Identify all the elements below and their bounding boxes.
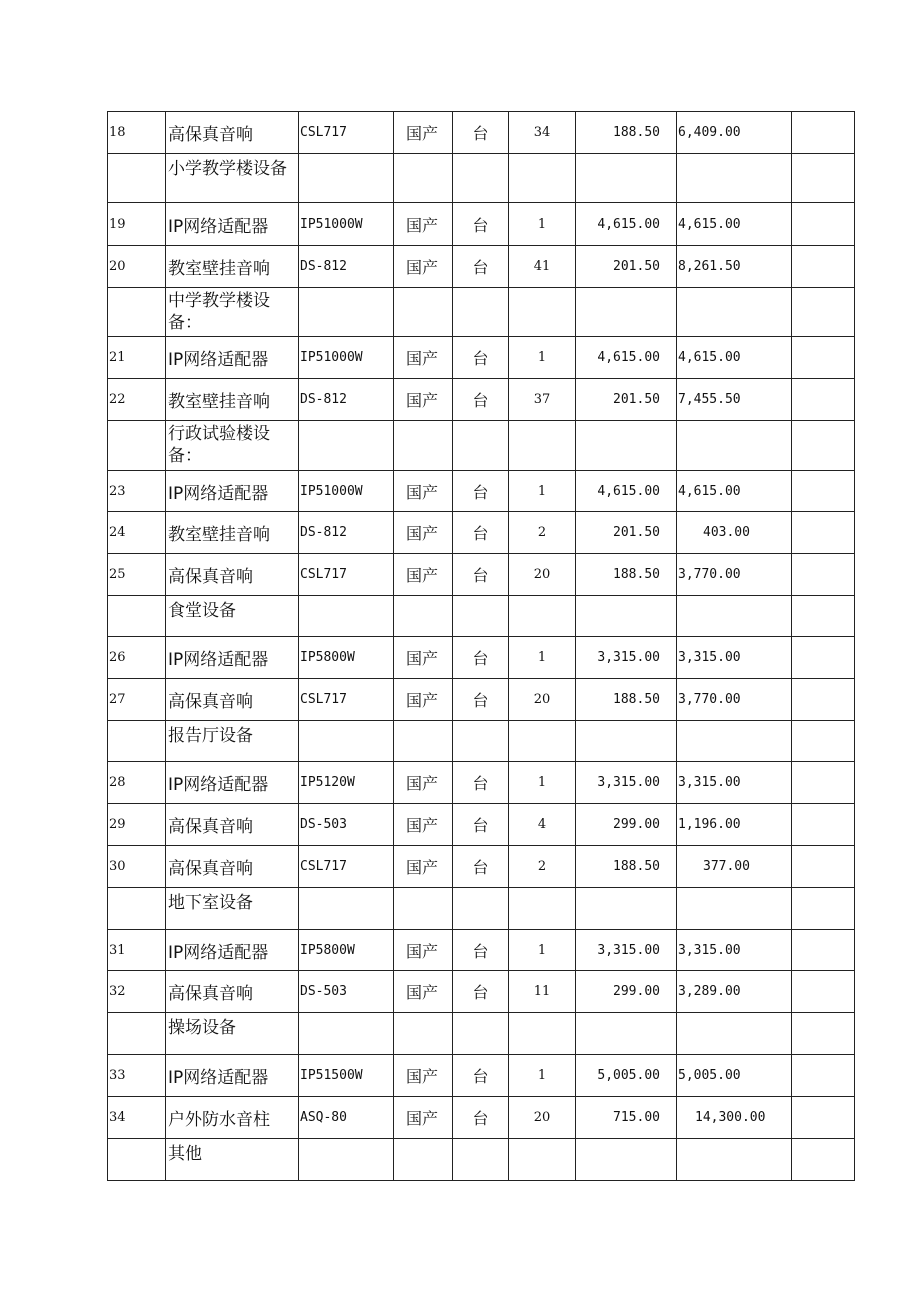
item-origin: 国产 (394, 762, 453, 804)
item-unit: 台 (453, 679, 509, 721)
item-origin: 国产 (394, 846, 453, 888)
row-number (108, 721, 166, 762)
item-remark (792, 337, 855, 379)
row-number: 23 (108, 471, 166, 512)
empty-cell (509, 888, 576, 930)
item-remark (792, 246, 855, 288)
item-name: 高保真音响 (166, 846, 299, 888)
item-unit-price: 201.50 (576, 512, 677, 554)
row-number: 28 (108, 762, 166, 804)
item-name: 教室壁挂音响 (166, 512, 299, 554)
item-quantity: 2 (509, 512, 576, 554)
table-row (108, 846, 855, 888)
empty-cell (299, 888, 394, 930)
row-number (108, 1013, 166, 1055)
item-total: 14,300.00 (677, 1097, 792, 1139)
item-unit: 台 (453, 337, 509, 379)
section-title: 行政试验楼设备： (166, 421, 299, 471)
item-unit: 台 (453, 971, 509, 1013)
empty-cell (509, 1139, 576, 1181)
item-model: DS-812 (299, 379, 394, 421)
row-number (108, 596, 166, 637)
item-total: 6,409.00 (677, 112, 792, 154)
item-name: 高保真音响 (166, 679, 299, 721)
item-name: IP网络适配器 (166, 203, 299, 246)
item-model: IP51000W (299, 337, 394, 379)
item-origin: 国产 (394, 471, 453, 512)
row-number: 31 (108, 930, 166, 971)
empty-cell (453, 288, 509, 337)
item-model: IP51000W (299, 203, 394, 246)
table-row (108, 804, 855, 846)
item-unit-price: 188.50 (576, 679, 677, 721)
section-title: 其他 (166, 1139, 299, 1181)
table-row (108, 112, 855, 154)
row-number: 26 (108, 637, 166, 679)
item-remark (792, 846, 855, 888)
empty-cell (453, 154, 509, 203)
empty-cell (394, 888, 453, 930)
empty-cell (792, 596, 855, 637)
section-title: 小学教学楼设备 (166, 154, 299, 203)
table-row (108, 637, 855, 679)
item-remark (792, 112, 855, 154)
row-number (108, 288, 166, 337)
item-model: ASQ-80 (299, 1097, 394, 1139)
section-header-row (108, 1139, 855, 1181)
item-unit: 台 (453, 471, 509, 512)
empty-cell (792, 888, 855, 930)
item-quantity: 1 (509, 930, 576, 971)
empty-cell (576, 596, 677, 637)
item-name: IP网络适配器 (166, 1055, 299, 1097)
item-total: 3,315.00 (677, 930, 792, 971)
row-number: 33 (108, 1055, 166, 1097)
item-remark (792, 1055, 855, 1097)
empty-cell (576, 1139, 677, 1181)
item-remark (792, 554, 855, 596)
row-number (108, 1139, 166, 1181)
row-number: 18 (108, 112, 166, 154)
empty-cell (509, 596, 576, 637)
item-unit-price: 3,315.00 (576, 930, 677, 971)
item-model: CSL717 (299, 846, 394, 888)
empty-cell (394, 1139, 453, 1181)
item-remark (792, 203, 855, 246)
section-header-row (108, 288, 855, 337)
item-remark (792, 637, 855, 679)
empty-cell (677, 888, 792, 930)
item-total: 3,770.00 (677, 554, 792, 596)
item-total: 3,315.00 (677, 762, 792, 804)
item-origin: 国产 (394, 804, 453, 846)
item-unit: 台 (453, 846, 509, 888)
item-origin: 国产 (394, 679, 453, 721)
table-body (108, 112, 855, 1181)
item-unit-price: 299.00 (576, 971, 677, 1013)
item-unit-price: 715.00 (576, 1097, 677, 1139)
item-quantity: 34 (509, 112, 576, 154)
section-header-row (108, 421, 855, 471)
item-unit-price: 299.00 (576, 804, 677, 846)
row-number: 24 (108, 512, 166, 554)
empty-cell (792, 1013, 855, 1055)
table-row (108, 1097, 855, 1139)
item-quantity: 20 (509, 679, 576, 721)
item-quantity: 1 (509, 762, 576, 804)
item-quantity: 1 (509, 637, 576, 679)
item-name: IP网络适配器 (166, 762, 299, 804)
empty-cell (299, 421, 394, 471)
section-header-row (108, 154, 855, 203)
empty-cell (792, 1139, 855, 1181)
empty-cell (509, 721, 576, 762)
item-unit: 台 (453, 930, 509, 971)
item-model: IP5120W (299, 762, 394, 804)
item-quantity: 20 (509, 1097, 576, 1139)
section-title: 地下室设备 (166, 888, 299, 930)
item-unit: 台 (453, 554, 509, 596)
item-total: 7,455.50 (677, 379, 792, 421)
item-unit-price: 188.50 (576, 554, 677, 596)
table-row (108, 379, 855, 421)
item-total: 1,196.00 (677, 804, 792, 846)
table-row (108, 679, 855, 721)
empty-cell (576, 721, 677, 762)
item-unit: 台 (453, 637, 509, 679)
item-total: 5,005.00 (677, 1055, 792, 1097)
item-origin: 国产 (394, 512, 453, 554)
item-unit: 台 (453, 112, 509, 154)
empty-cell (576, 421, 677, 471)
empty-cell (299, 1013, 394, 1055)
row-number: 25 (108, 554, 166, 596)
equipment-table (107, 111, 855, 1181)
item-quantity: 1 (509, 337, 576, 379)
item-unit-price: 3,315.00 (576, 637, 677, 679)
item-origin: 国产 (394, 203, 453, 246)
item-total: 403.00 (677, 512, 792, 554)
item-total: 3,315.00 (677, 637, 792, 679)
item-remark (792, 930, 855, 971)
item-quantity: 1 (509, 203, 576, 246)
row-number (108, 421, 166, 471)
item-unit-price: 5,005.00 (576, 1055, 677, 1097)
empty-cell (792, 421, 855, 471)
empty-cell (299, 721, 394, 762)
item-unit-price: 4,615.00 (576, 337, 677, 379)
empty-cell (453, 1013, 509, 1055)
item-name: IP网络适配器 (166, 637, 299, 679)
item-total: 3,770.00 (677, 679, 792, 721)
item-origin: 国产 (394, 246, 453, 288)
empty-cell (677, 288, 792, 337)
item-model: DS-503 (299, 971, 394, 1013)
item-quantity: 11 (509, 971, 576, 1013)
item-model: IP5800W (299, 637, 394, 679)
row-number: 19 (108, 203, 166, 246)
item-origin: 国产 (394, 337, 453, 379)
item-quantity: 1 (509, 1055, 576, 1097)
item-remark (792, 679, 855, 721)
empty-cell (576, 1013, 677, 1055)
empty-cell (394, 596, 453, 637)
section-title: 报告厅设备 (166, 721, 299, 762)
item-name: IP网络适配器 (166, 930, 299, 971)
table-row (108, 1055, 855, 1097)
empty-cell (792, 288, 855, 337)
section-header-row (108, 596, 855, 637)
row-number: 30 (108, 846, 166, 888)
row-number: 32 (108, 971, 166, 1013)
section-header-row (108, 721, 855, 762)
item-unit-price: 201.50 (576, 379, 677, 421)
table-row (108, 930, 855, 971)
empty-cell (677, 1013, 792, 1055)
item-name: 高保真音响 (166, 971, 299, 1013)
item-total: 3,289.00 (677, 971, 792, 1013)
item-quantity: 1 (509, 471, 576, 512)
empty-cell (453, 721, 509, 762)
item-unit: 台 (453, 804, 509, 846)
empty-cell (394, 421, 453, 471)
item-total: 4,615.00 (677, 203, 792, 246)
item-total: 4,615.00 (677, 337, 792, 379)
empty-cell (509, 154, 576, 203)
item-unit: 台 (453, 762, 509, 804)
row-number: 29 (108, 804, 166, 846)
empty-cell (677, 421, 792, 471)
item-origin: 国产 (394, 637, 453, 679)
item-unit: 台 (453, 379, 509, 421)
item-remark (792, 471, 855, 512)
row-number: 34 (108, 1097, 166, 1139)
item-origin: 国产 (394, 112, 453, 154)
item-name: 高保真音响 (166, 554, 299, 596)
empty-cell (394, 721, 453, 762)
row-number: 21 (108, 337, 166, 379)
item-model: DS-812 (299, 246, 394, 288)
table-row (108, 337, 855, 379)
item-name: 户外防水音柱 (166, 1097, 299, 1139)
item-origin: 国产 (394, 930, 453, 971)
item-model: DS-812 (299, 512, 394, 554)
item-total: 8,261.50 (677, 246, 792, 288)
item-origin: 国产 (394, 971, 453, 1013)
item-origin: 国产 (394, 554, 453, 596)
item-unit: 台 (453, 512, 509, 554)
empty-cell (394, 154, 453, 203)
item-total: 4,615.00 (677, 471, 792, 512)
empty-cell (792, 154, 855, 203)
row-number (108, 888, 166, 930)
item-origin: 国产 (394, 1097, 453, 1139)
item-unit-price: 188.50 (576, 846, 677, 888)
row-number (108, 154, 166, 203)
item-unit-price: 3,315.00 (576, 762, 677, 804)
item-unit-price: 188.50 (576, 112, 677, 154)
item-model: CSL717 (299, 112, 394, 154)
item-model: CSL717 (299, 679, 394, 721)
empty-cell (299, 1139, 394, 1181)
empty-cell (677, 1139, 792, 1181)
item-model: IP51000W (299, 471, 394, 512)
empty-cell (453, 1139, 509, 1181)
item-remark (792, 762, 855, 804)
section-header-row (108, 1013, 855, 1055)
empty-cell (509, 1013, 576, 1055)
item-unit-price: 201.50 (576, 246, 677, 288)
item-name: 教室壁挂音响 (166, 246, 299, 288)
item-name: 教室壁挂音响 (166, 379, 299, 421)
table-row (108, 762, 855, 804)
table-row (108, 471, 855, 512)
table-row (108, 554, 855, 596)
row-number: 22 (108, 379, 166, 421)
item-remark (792, 971, 855, 1013)
item-origin: 国产 (394, 379, 453, 421)
empty-cell (576, 888, 677, 930)
section-title: 操场设备 (166, 1013, 299, 1055)
item-model: DS-503 (299, 804, 394, 846)
empty-cell (677, 596, 792, 637)
empty-cell (792, 721, 855, 762)
section-title: 食堂设备 (166, 596, 299, 637)
section-header-row (108, 888, 855, 930)
item-quantity: 37 (509, 379, 576, 421)
table-row (108, 203, 855, 246)
empty-cell (576, 288, 677, 337)
item-origin: 国产 (394, 1055, 453, 1097)
empty-cell (677, 721, 792, 762)
empty-cell (299, 596, 394, 637)
item-model: IP51500W (299, 1055, 394, 1097)
item-name: 高保真音响 (166, 112, 299, 154)
item-name: IP网络适配器 (166, 471, 299, 512)
table-row (108, 246, 855, 288)
section-title: 中学教学楼设备： (166, 288, 299, 337)
empty-cell (394, 288, 453, 337)
row-number: 20 (108, 246, 166, 288)
empty-cell (509, 421, 576, 471)
item-unit: 台 (453, 246, 509, 288)
item-quantity: 20 (509, 554, 576, 596)
item-quantity: 4 (509, 804, 576, 846)
item-total: 377.00 (677, 846, 792, 888)
empty-cell (453, 888, 509, 930)
empty-cell (677, 154, 792, 203)
item-unit: 台 (453, 1097, 509, 1139)
item-unit: 台 (453, 1055, 509, 1097)
item-name: 高保真音响 (166, 804, 299, 846)
empty-cell (299, 288, 394, 337)
item-remark (792, 512, 855, 554)
table-row (108, 512, 855, 554)
empty-cell (299, 154, 394, 203)
item-quantity: 41 (509, 246, 576, 288)
item-unit-price: 4,615.00 (576, 203, 677, 246)
item-model: IP5800W (299, 930, 394, 971)
empty-cell (453, 596, 509, 637)
item-quantity: 2 (509, 846, 576, 888)
row-number: 27 (108, 679, 166, 721)
item-remark (792, 379, 855, 421)
table-row (108, 971, 855, 1013)
empty-cell (394, 1013, 453, 1055)
empty-cell (453, 421, 509, 471)
item-unit-price: 4,615.00 (576, 471, 677, 512)
empty-cell (576, 154, 677, 203)
empty-cell (509, 288, 576, 337)
item-unit: 台 (453, 203, 509, 246)
item-name: IP网络适配器 (166, 337, 299, 379)
item-remark (792, 1097, 855, 1139)
item-model: CSL717 (299, 554, 394, 596)
item-remark (792, 804, 855, 846)
